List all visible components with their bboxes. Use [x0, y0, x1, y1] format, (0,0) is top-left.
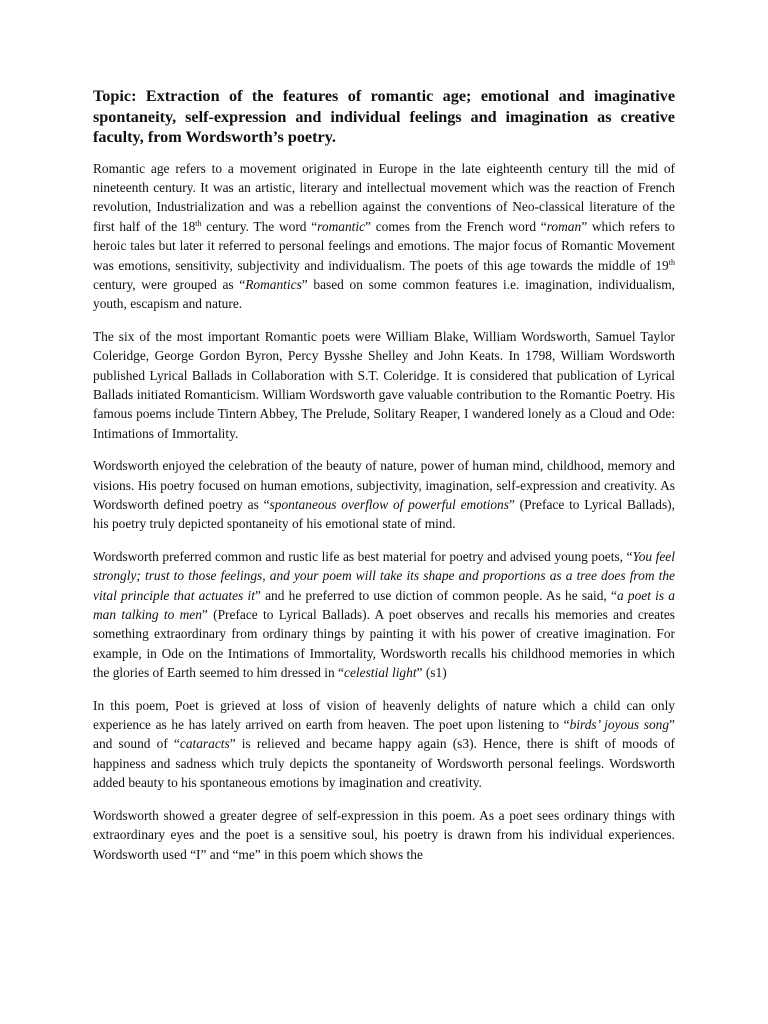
body-paragraph — [93, 456, 675, 534]
italic-quote: Romantics — [245, 276, 302, 292]
paragraph-text: ” and he preferred to use diction of common people. As he said, “ — [254, 587, 617, 603]
italic-quote: birds’ joyous song — [569, 717, 670, 733]
body-paragraph — [93, 327, 675, 443]
topic-label: Topic: — [93, 87, 137, 105]
paragraph-text: century. The word “ — [201, 218, 318, 234]
paragraph-text: ” (Preface to Lyrical Ballads). A poet observes and recalls his memories and creates something extraordinary from ordinary things by painting it with his power of creative imagination. For example, in Ode on the Intimations of Immortality, Wordsworth recalls his childhood memories in which the glories of Earth seemed to him dressed in “ — [93, 607, 675, 681]
body-paragraph — [93, 159, 675, 314]
italic-quote: a poet is a man talking to men — [93, 587, 675, 623]
topic-heading — [93, 86, 675, 148]
italic-quote: spontaneous overflow of powerful emotions — [269, 497, 509, 512]
body-paragraph — [93, 547, 675, 683]
paragraph-text: Wordsworth enjoyed the celebration of the beauty of nature, power of human mind, childhood, memory and visions. His poetry focused on human emotions, subjectivity, imagination, self-expression and creativity. As Wordsworth defined poetry as “ — [93, 458, 675, 512]
paragraph-text: ” based on some common features i.e. imagination, individualism, youth, escapism and nature. — [93, 276, 676, 312]
superscript-text: th — [668, 257, 675, 267]
paragraph-text: ” is relieved and became happy again (s3). Hence, there is shift of moods of happiness and sadness which truly depicts the spontaneity of Wordsworth personal feelings. Wordsworth added beauty to his spontaneous emotions by imagination and creativity. — [93, 736, 675, 791]
italic-quote: roman — [546, 218, 582, 234]
italic-quote: romantic — [317, 218, 366, 234]
paragraph-text: In this poem, Poet is grieved at loss of vision of heavenly delights of nature which a child can only experience as he has lately arrived on earth from heaven. The poet upon listening to “ — [93, 697, 675, 733]
paragraph-text: Wordsworth showed a greater degree of self-expression in this poem. As a poet sees ordinary things with extraordinary eyes and the poet is a sensitive soul, his poetry is drawn from his individual experiences. Wordsworth used “I” and “me” in this poem which shows the — [93, 807, 675, 862]
body-paragraph — [93, 696, 675, 793]
italic-quote: You feel strongly; trust to those feelings, and your poem will take its shape and proportions as a tree does from the vital principle that actuates it — [93, 548, 675, 603]
document-body — [93, 159, 675, 864]
superscript-text: th — [195, 218, 202, 228]
paragraph-text: ” (s1) — [416, 665, 447, 681]
paragraph-text: Wordsworth preferred common and rustic life as best material for poetry and advised young poets, “ — [93, 548, 633, 564]
paragraph-text: ” which refers to heroic tales but later it referred to personal feelings and emotions. The major focus of Romantic Movement was emotions, sensitivity, subjectivity and individualism. The poets of this age towards the middle of 19 — [93, 218, 675, 273]
italic-quote: celestial light — [344, 665, 417, 681]
document-page — [93, 86, 675, 877]
paragraph-text: ” (Preface to Lyrical Ballads), his poetry truly depicted spontaneity of his emotional state of mind. — [93, 497, 675, 532]
paragraph-text: Romantic age refers to a movement originated in Europe in the late eighteenth century till the mid of nineteenth century. It was an artistic, literary and intellectual movement which was the reaction of French revolution, Industrialization and was a rebellion against the conventions of Neo-classical literature of the first half of the 18 — [93, 160, 675, 234]
paragraph-text: century, were grouped as “ — [93, 276, 246, 292]
italic-quote: cataracts — [179, 736, 230, 752]
topic-text: Extraction of the features of romantic age; emotional and imaginative spontaneity, self-expression and individual feelings and imagination as creative faculty, from Wordsworth’s poetry. — [93, 87, 676, 146]
paragraph-text: ” and sound of “ — [93, 717, 675, 752]
paragraph-text: ” comes from the French word “ — [365, 218, 547, 234]
body-paragraph — [93, 806, 675, 864]
paragraph-text: The six of the most important Romantic poets were William Blake, William Wordsworth, Samuel Taylor Coleridge, George Gordon Byron, Percy Bysshe Shelley and John Keats. In 1798, William Wordsworth published Lyrical Ballads in Collaboration with S.T. Coleridge. It is considered that publication of Lyrical Ballads initiated Romanticism. William Wordsworth gave valuable contribution to the Romantic Poetry. His famous poems include Tintern Abbey, The Prelude, Solitary Reaper, I wandered lonely as a Cloud and Ode: Intimations of Immortality. — [93, 328, 675, 441]
